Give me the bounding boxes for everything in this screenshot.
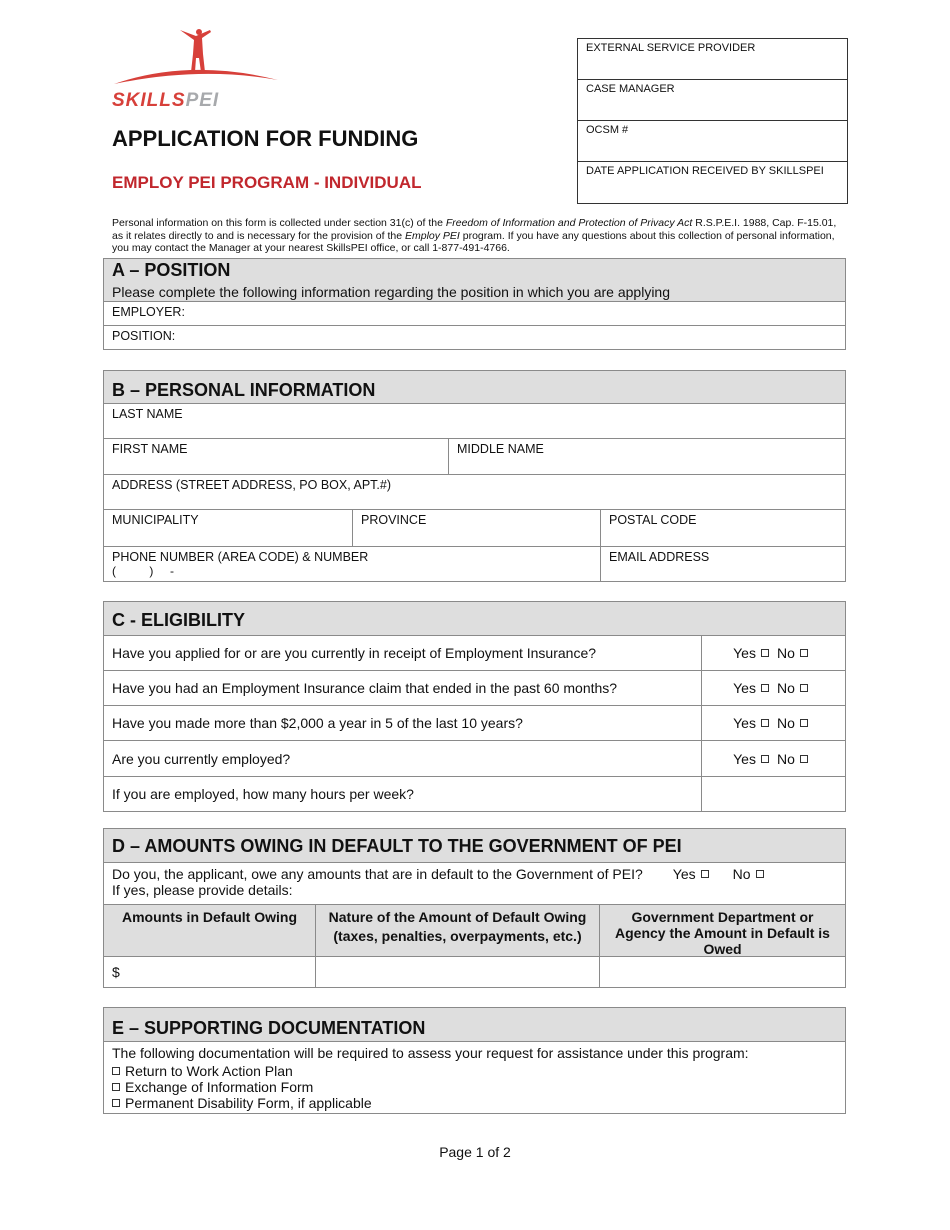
logo-wordmark: SKILLSPEI (112, 90, 220, 111)
checkbox-icon[interactable] (701, 870, 709, 878)
section-e-intro: The following documentation will be required to assess your request for assistance under this program: (112, 1045, 749, 1061)
section-c-eligibility (103, 601, 846, 812)
default-question: Do you, the applicant, owe any amounts that are in default to the Government of PEI? Yes No (112, 866, 837, 882)
eligibility-question: Have you made more than $2,000 a year in 5 of the last 10 years? Yes No (104, 705, 845, 740)
hours-per-week-field[interactable] (702, 777, 845, 811)
province-field[interactable]: PROVINCE (352, 510, 600, 546)
section-e-supporting-docs (103, 1007, 846, 1114)
doc-checklist-item[interactable]: Exchange of Information Form (112, 1079, 837, 1095)
checkbox-icon[interactable] (800, 755, 808, 763)
col-nature-header: Nature of the Amount of Default Owing (taxes, penalties, overpayments, etc.) (315, 905, 599, 956)
yes-no-choice[interactable]: Yes No (673, 866, 770, 882)
eligibility-question: Have you applied for or are you currently in receipt of Employment Insurance? Yes No (104, 635, 845, 670)
checkbox-icon[interactable] (761, 719, 769, 727)
municipality-field[interactable]: MUNICIPALITY (112, 513, 199, 527)
checkbox-icon[interactable] (761, 649, 769, 657)
checkbox-icon[interactable] (761, 755, 769, 763)
checkbox-icon[interactable] (756, 870, 764, 878)
first-name-field[interactable]: FIRST NAME (112, 442, 188, 456)
amount-owing-field[interactable]: $ (112, 964, 120, 980)
date-received-field[interactable]: DATE APPLICATION RECEIVED BY SKILLSPEI (586, 165, 824, 177)
position-field[interactable]: POSITION: (104, 325, 845, 349)
form-title: APPLICATION FOR FUNDING (112, 126, 419, 151)
privacy-notice: Personal information on this form is collected under section 31(c) of the Freedom of Information and Protection of Privacy Act R.S.P.E.I. 1988, Cap. F-15.01, as it relates directly to and is necessary for the provision of the Employ PEI program. If you have any questions about this collection of personal information, you may contact the Manager at your nearest SkillsPEI office, or call 1-877-491-4766. (112, 217, 837, 254)
doc-checklist-item[interactable]: Permanent Disability Form, if applicable (112, 1095, 837, 1111)
yes-no-choice[interactable]: Yes No (733, 680, 814, 696)
yes-no-choice[interactable]: Yes No (733, 645, 814, 661)
phone-label: PHONE NUMBER (AREA CODE) & NUMBER (112, 550, 369, 564)
department-field[interactable] (599, 957, 845, 987)
section-b-personal-info (103, 370, 846, 582)
col-amounts-header: Amounts in Default Owing (122, 909, 297, 925)
eligibility-question: Have you had an Employment Insurance claim that ended in the past 60 months? Yes No (104, 670, 845, 705)
section-b-title: B – PERSONAL INFORMATION (104, 371, 845, 403)
logo-figure-icon (110, 28, 295, 90)
page-number: Page 1 of 2 (439, 1144, 511, 1160)
address-field[interactable]: ADDRESS (STREET ADDRESS, PO BOX, APT.#) (104, 474, 845, 509)
details-prompt: If yes, please provide details: (112, 882, 293, 898)
ocsm-field[interactable]: OCSM # (578, 121, 847, 162)
form-subtitle: EMPLOY PEI PROGRAM - INDIVIDUAL (112, 173, 422, 192)
employer-field[interactable]: EMPLOYER: (104, 301, 845, 325)
eligibility-question: Are you currently employed? Yes No (104, 740, 845, 776)
skillspei-logo (110, 28, 295, 113)
section-a-title: A – POSITION (112, 260, 231, 280)
checkbox-icon[interactable] (112, 1083, 120, 1091)
section-c-title: C - ELIGIBILITY (104, 602, 845, 635)
checkbox-icon[interactable] (800, 719, 808, 727)
office-use-box (577, 38, 848, 204)
section-d-title: D – AMOUNTS OWING IN DEFAULT TO THE GOVERNMENT OF PEI (104, 829, 845, 862)
checkbox-icon[interactable] (761, 684, 769, 692)
last-name-field[interactable]: LAST NAME (104, 403, 845, 438)
external-service-provider-field[interactable]: EXTERNAL SERVICE PROVIDER (578, 39, 847, 80)
checkbox-icon[interactable] (800, 684, 808, 692)
checkbox-icon[interactable] (112, 1067, 120, 1075)
phone-format: ( ) - (112, 564, 174, 578)
nature-field[interactable] (315, 957, 599, 987)
email-field[interactable]: EMAIL ADDRESS (600, 547, 845, 581)
middle-name-field[interactable]: MIDDLE NAME (448, 439, 845, 474)
postal-code-field[interactable]: POSTAL CODE (600, 510, 845, 546)
section-d-amounts-owing (103, 828, 846, 988)
doc-checklist-item[interactable]: Return to Work Action Plan (112, 1063, 837, 1079)
checkbox-icon[interactable] (112, 1099, 120, 1107)
yes-no-choice[interactable]: Yes No (733, 715, 814, 731)
eligibility-question: If you are employed, how many hours per week? (104, 776, 845, 811)
checkbox-icon[interactable] (800, 649, 808, 657)
section-a-intro: Please complete the following information regarding the position in which you are applying (112, 284, 670, 300)
section-a-position (103, 258, 846, 350)
phone-field[interactable] (104, 547, 600, 581)
yes-no-choice[interactable]: Yes No (733, 751, 814, 767)
section-e-title: E – SUPPORTING DOCUMENTATION (104, 1008, 845, 1041)
case-manager-field[interactable]: CASE MANAGER (578, 80, 847, 121)
col-department-header: Government Department or Agency the Amount in Default is Owed (599, 905, 845, 956)
